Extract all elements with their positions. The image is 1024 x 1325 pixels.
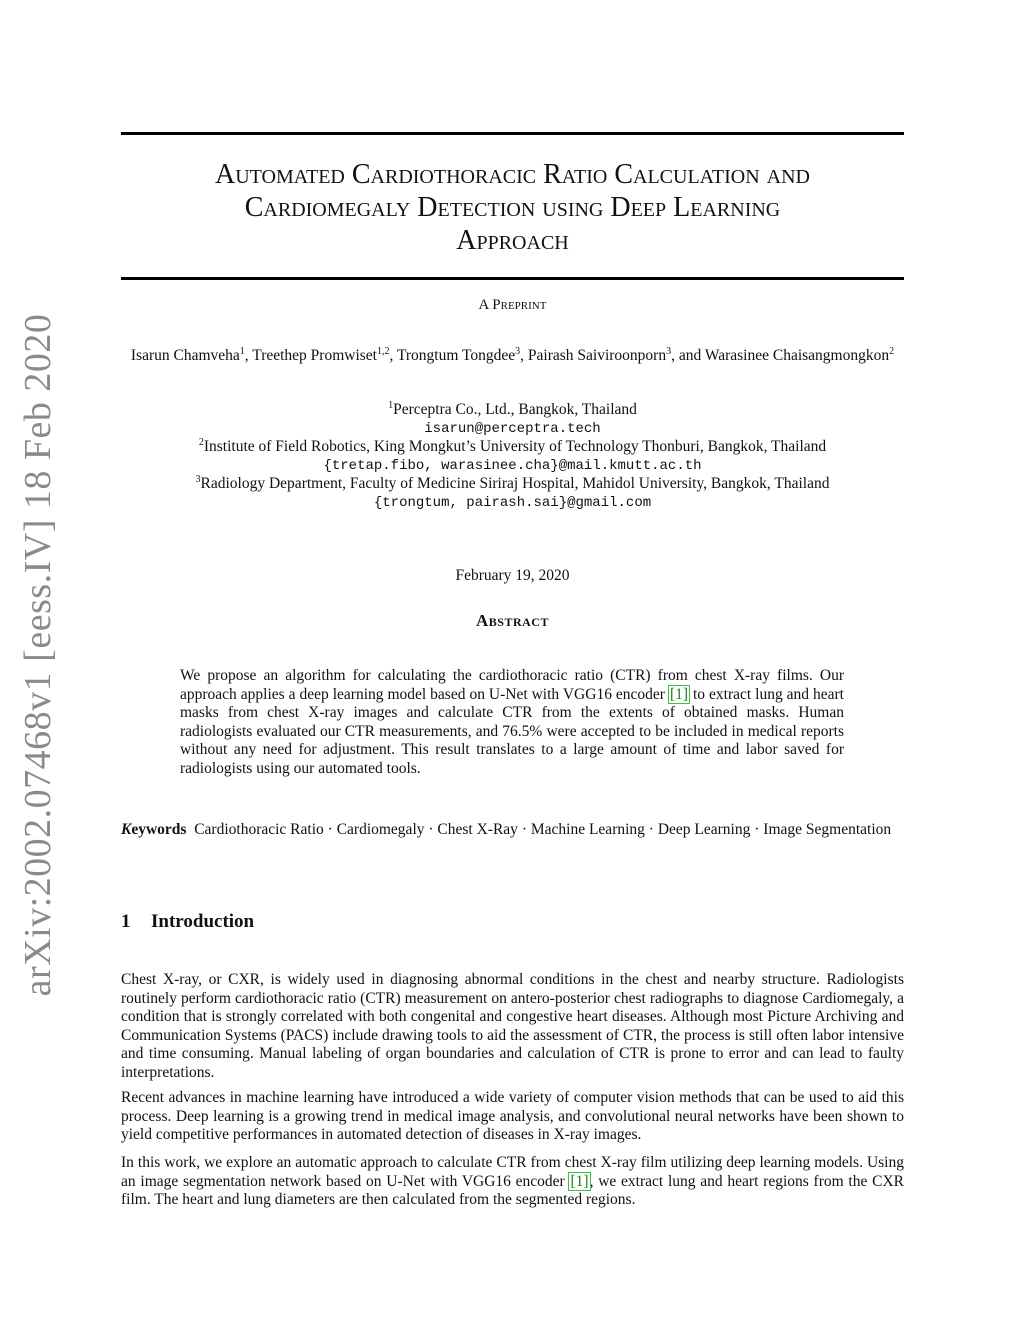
keyword-item: Cardiothoracic Ratio xyxy=(194,821,324,838)
abstract-heading: Abstract xyxy=(476,611,549,630)
section-title: Introduction xyxy=(151,911,255,932)
arxiv-identifier: arXiv:2002.07468v1 [eess.IV] 18 Feb 2020 xyxy=(17,313,59,997)
author-separator: , xyxy=(389,347,397,364)
affiliation-item xyxy=(121,401,904,420)
keyword-item: Chest X-Ray xyxy=(437,821,518,838)
affiliation-email[interactable]: {trongtum, pairash.sai}@gmail.com xyxy=(373,494,652,511)
keywords-block: Keywords Cardiothoracic Ratio · Cardiomegaly · Chest X-Ray · Machine Learning · Deep Learning · Image Segmentation xyxy=(121,821,892,838)
author-name: Pairash Saiviroonporn xyxy=(527,347,667,364)
citation-link[interactable]: [1] xyxy=(570,1172,589,1190)
author-affiliation-mark: 1,2 xyxy=(376,345,390,357)
keyword-item: Machine Learning xyxy=(530,821,645,838)
title-line-2: Cardiomegaly Detection using Deep Learning xyxy=(244,192,781,223)
keyword-item: Deep Learning xyxy=(657,821,751,838)
affiliation-item xyxy=(121,438,904,457)
author-affiliation-mark: 1 xyxy=(239,345,245,357)
author-affiliation-mark: 3 xyxy=(666,345,672,357)
affiliation-number: 3 xyxy=(195,473,201,485)
author-name: Warasinee Chaisangmongkon xyxy=(704,347,890,364)
author-name: Trongtum Tongdee xyxy=(396,347,516,364)
abstract-text: We propose an algorithm for calculating the cardiothoracic ratio (CTR) from chest X-ray films. Our approach applies a deep learning model based on U-Net with VGG16 encoder xyxy=(180,667,844,703)
title-bottom-rule xyxy=(121,277,904,280)
author-name: Treethep Promwiset xyxy=(252,347,377,364)
body-paragraph: Chest X-ray, or CXR, is widely used in diagnosing abnormal conditions in the chest and nearby structure. Radiologists routinely perform cardiothoracic ratio (CTR) measurement on antero-posterior chest radiographs to diagnose Cardiomegaly, a condition that is strongly correlated with both congenital and congestive heart diseases. Although most Picture Archiving and Communication Systems (PACS) include drawing tools to aid the assessment of CTR, the process is still often labor intensive and time consuming. Manual labeling of organ boundaries and calculation of CTR is prone to error and can lead to faulty interpretations. xyxy=(121,971,904,1081)
author-affiliation-mark: 2 xyxy=(889,345,895,357)
body-paragraph xyxy=(121,1154,904,1210)
affiliation-number: 2 xyxy=(198,436,204,448)
author-separator: , xyxy=(520,347,528,364)
title-line-1: Automated Cardiothoracic Ratio Calculation and xyxy=(215,159,810,190)
citation-link[interactable]: [1] xyxy=(669,685,689,703)
affiliation-name: Radiology Department, Faculty of Medicine Siriraj Hospital, Mahidol University, Bangkok, Thailand xyxy=(200,475,830,492)
keyword-item: Image Segmentation xyxy=(763,821,892,838)
keyword-item: Cardiomegaly xyxy=(336,821,425,838)
body-paragraph: Recent advances in machine learning have introduced a wide variety of computer vision methods that can be used to aid this process. Deep learning is a growing trend in medical image analysis, and convolutional neural networks have been shown to yield competitive performances in automated detection of diseases in X-ray images. xyxy=(121,1089,904,1143)
keywords-label-rest: eywords xyxy=(131,821,187,838)
section-heading xyxy=(121,911,254,933)
affiliation-name: Perceptra Co., Ltd., Bangkok, Thailand xyxy=(393,401,637,418)
keywords-label xyxy=(121,821,186,838)
paragraph-text: , we extract lung and heart regions from the CXR film. The heart and lung diameters are then calculated from the segmented regions. xyxy=(121,1172,904,1208)
section-number: 1 xyxy=(121,911,131,932)
affiliation-email[interactable]: isarun@perceptra.tech xyxy=(424,420,601,437)
preprint-label: A Preprint xyxy=(478,297,547,313)
author-name: Isarun Chamveha xyxy=(130,347,240,364)
title-top-rule xyxy=(121,132,904,135)
title-line-3: Approach xyxy=(456,225,569,256)
author-list xyxy=(121,346,904,365)
paragraph-text: In this work, we explore an automatic approach to calculate CTR from chest X-ray film utilizing deep learning models. Using an image segmentation network based on U-Net with VGG16 encoder xyxy=(121,1154,904,1190)
affiliation-name: Institute of Field Robotics, King Mongkut’s University of Technology Thonburi, Bangkok, Thailand xyxy=(203,438,827,455)
affiliation-list xyxy=(121,401,904,512)
paper-title xyxy=(121,158,904,257)
abstract-body xyxy=(180,667,844,778)
affiliation-number: 1 xyxy=(388,399,394,411)
abstract-text: to extract lung and heart masks from chest X-ray images and calculate CTR from the extents of obtained masks. Human radiologists evaluated our CTR measurements, and 76.5% were accepted to be included in medical reports without any need for adjustment. This result translates to a large amount of time and labor saved for radiologists using our automated tools. xyxy=(180,685,844,777)
author-affiliation-mark: 3 xyxy=(515,345,521,357)
author-separator: , and xyxy=(671,347,705,364)
affiliation-email[interactable]: {tretap.fibo, warasinee.cha}@mail.kmutt.ac.th xyxy=(323,457,702,474)
keywords-label-initial: K xyxy=(121,821,132,838)
author-separator: , xyxy=(244,347,253,364)
affiliation-item xyxy=(121,475,904,494)
publication-date: February 19, 2020 xyxy=(455,567,570,584)
